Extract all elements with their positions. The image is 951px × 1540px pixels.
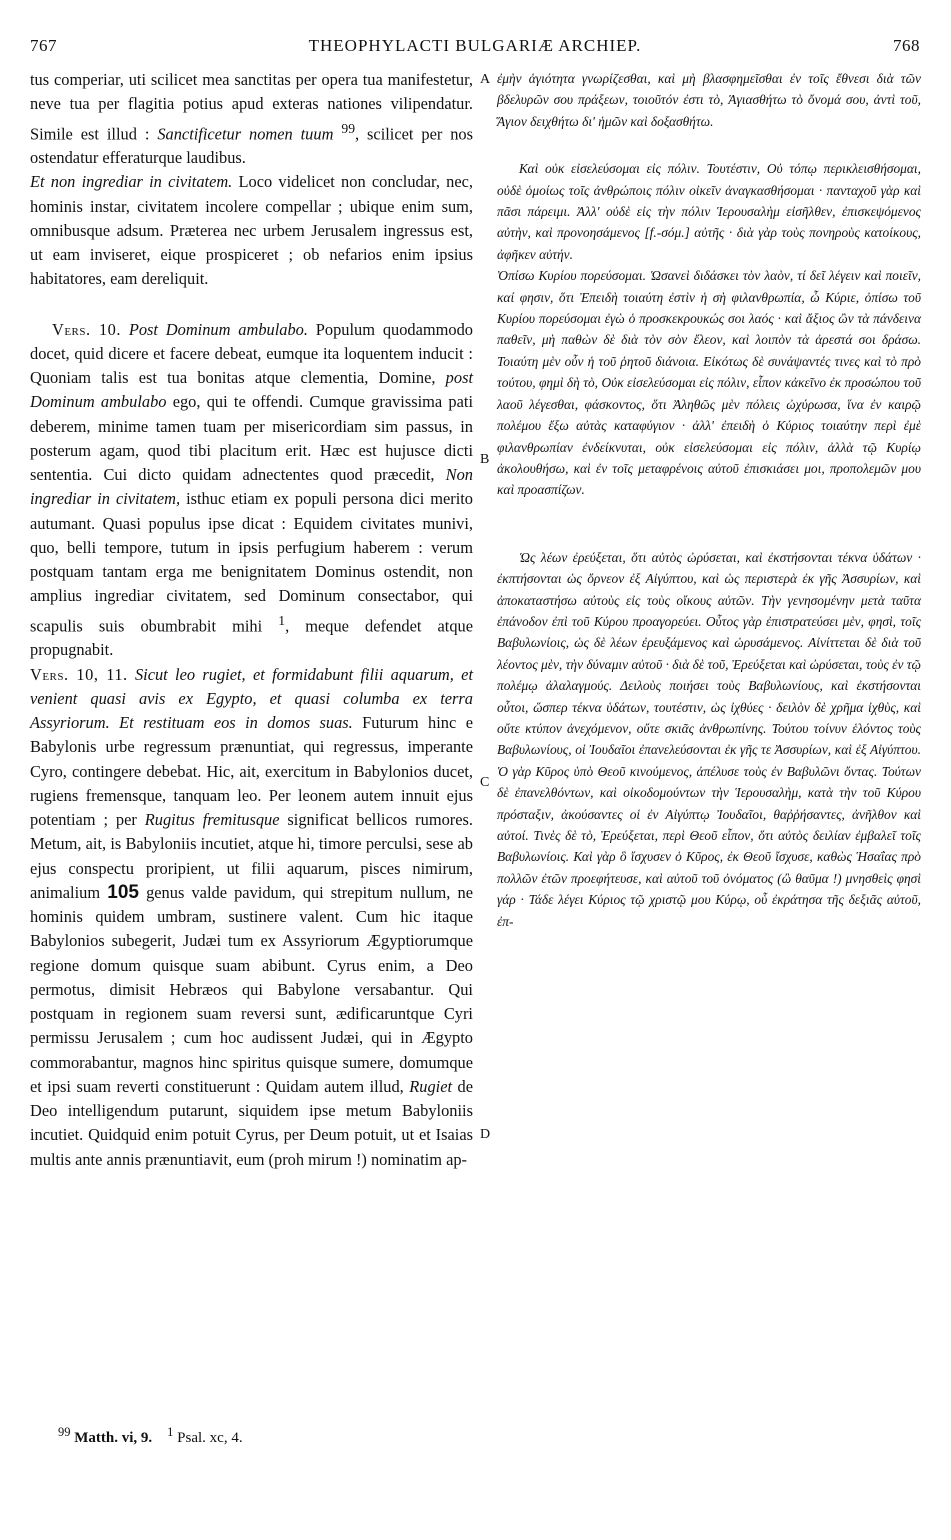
latin-paragraph-1: tus comperiar, uti scilicet mea sanctitas per opera tua manifestetur, neve tua per flagitia potius apud exteras nationes vilipendatur. Simile est illud : Sanctificetur nomen tuum $^{99}$, scilicet per nos ostendatur efferaturque laudibus. bbox=[30, 70, 473, 168]
greek-paragraph-2: Καὶ οὐκ εἰσελεύσομαι εἰς πόλιν. Τουτέστιν, Οὐ τόπῳ περικλεισθήσομαι, οὐδὲ ὁμοίως τοῖς ἀνθρώποις πόλιν οἰκεῖν ἀναγκασθήσομαι · πανταχοῦ γὰρ καὶ πᾶσι πάρειμι. Ἀλλ' οὐδὲ εἰς τὴν πόλιν Ἱερουσαλὴμ εἰσῆλθεν, ἐπισκεψόμενος αὐτὴν, καὶ προνοησάμενος [f.-σόμ.] αὐτῆς · διὰ γὰρ τοὺς πονηροὺς κατοίκους, ἀφῆκεν αὐτήν. bbox=[497, 161, 921, 262]
footnote-ref-1: 1 bbox=[278, 612, 286, 628]
margin-letter-c: C bbox=[480, 775, 490, 790]
latin-paragraph-2: Et non ingrediar in civitatem. Loco videlicet non concludar, nec, hominis instar, civitatem incolere compellar ; ubique enim sum, omnibusque adsum. Præterea nec urbem Jerusalem ingressus est, ut eam inviseret, eique prospiceret ; ob nefarios enim ipsius habitatores, eam dereliquit. bbox=[30, 172, 473, 289]
latin-paragraph-4: Vers. 10, 11. Sicut leo rugiet, et formidabunt filii aquarum, et venient quasi avis ex Egypto, et quasi columba ex terra Assyriorum. Et restituam eos in domos suas. Futurum hinc e Babylonis urbe regressum prænuntiat, qui regressus, imperante Cyro, contingere debebat. Hic, ait, exercitum in Babylonios ducet, rugiens fremensque, tanquam leo. Per leonem autem innuit ejus potentiam ; per Rugitus fremitusque significat bellicos rumores. Metum, ait, is Babyloniis incutiet, atque hi, timore perculsi, sese ab ejus conspectu proripient, ut filii aquarum, pisces nimirum, animalium 105 genus valde pavidum, qui strepitum nullum, ne hominis quidem umbram, sustinere valent. Cum hic itaque Babylonios subegerit, Judæi tum ex Assyriorum Ægyptiorumque regione domum quisque suam abibunt. Cyrus enim, a Deo permotus, dimisit Hebræos qui Babylone versabantur. Qui postquam in regionem suam reversi sunt, ædificaruntque Cyri permissu Jerusalem ; cum hoc audissent Judæi, qui in Ægypto commorabantur, magnos hinc spiritus quisque sumere, domumque et ipsi suam reverti constituerunt : Quidam autem illud, Rugiet de Deo intelligendum putarunt, siquidem ipse metum Babyloniis incutiet. Quidquid enim potuit Cyrus, per Deum potuit, ut et Isaias multis ante annis prænuntiavit, eum (proh mirum !) nominatim ap- bbox=[30, 664, 474, 1169]
greek-paragraph-3: Ὀπίσω Κυρίου πορεύσομαι. Ὡσανεὶ διδάσκει τὸν λαὸν, τί δεῖ λέγειν καὶ ποιεῖν, καί φησιν, ὅτι Ἐπειδὴ τοιαύτη ἐστὶν ἡ σὴ φιλανθρωπία, ὦ Κύριε, ὀπίσω τοῦ Κυρίου πορεύσομαι ἐγὼ ὁ προσκεκρουκώς σοι λαός · καὶ ἄξιος ὢν τὰ πάνδεινα παθεῖν, μὴ παθὼν δὲ διὰ τὸν σὸν ἔλεον, καὶ λοιπὸν τὰ ἀρεστά σοι δράσω. Τοιαύτη μὲν οὖν ἡ τοῦ ῥητοῦ διάνοια. Εἰκότως δὲ συνάψαντές τινες καὶ τὸ πρὸ τούτου, φημὶ δὴ τὸ, Οὐκ εἰσελεύσομαι εἰς πόλιν, εἶπον κἀκεῖνο ἐκ προσώπου τοῦ λαοῦ λέγεσθαι, φάσκοντος, ὅτι Ἀληθῶς μὲν πόλεις ὠχύρωσα, ἵνα ἐν καιρῷ πολέμου ἔξω αὐτὰς καταφύγιον · ἀλλ' ἐπειδὴ ὁ Κύριος τοιαύτην περὶ ἐμὲ φιλανθρωπίαν ἐνδείκνυται, οὐκ εἰσελεύσομαι εἰς πόλιν, ἀλλὰ τῷ Κυρίῳ ἀκολουθήσω, καὶ ἐν τοῖς μεταφρένοις αὐτοῦ ἐπισκιάσει μοι, προπολεμῶν μου καὶ προασπίζων. bbox=[497, 268, 921, 498]
latin-paragraph-3: Vers. 10. Post Dominum ambulabo. Populum quodammodo docet, quid dicere et facere debeat, eumque ita loquentem inducit : Quoniam talis est tua bonitas atque clementia, Domine, post Dominum ambulabo ego, qui te offendi. Cumque gravissima pati deberem, minime tamen tuam per misericordiam sim passus, in posterum agam, quod tibi placitum erit. Hæc est hujusce dicti sententia. Cui dicto quidam adnectentes quod præcedit, Non ingrediar in civitatem, isthuc etiam ex populi persona dici merito autumant. Quasi populus ipse dicat : Equidem civitates munivi, quo, belli tempore, tutum in ipsis perfugium haberem : verum postquam tantam erga me benignitatem Dominus ostendit, non amplius ingrediar civitatem, sed Dominum consectabor, qui scapulis suis obumbrabit mihi $^1$, meque defendet atque propugnabit. bbox=[30, 319, 473, 660]
page-number-left: 767 bbox=[30, 36, 57, 55]
margin-letter-d: D bbox=[480, 1127, 491, 1142]
footnote-1: Psal. xc, 4. bbox=[173, 1430, 243, 1446]
footnote-ref-99: 99 bbox=[341, 120, 356, 136]
footnotes: $^{99}$ Matth. vi, 9. $^1$ Psal. xc, 4. bbox=[58, 1425, 243, 1446]
running-header bbox=[30, 36, 920, 58]
footnote-99: Matth. vi, 9. bbox=[70, 1430, 153, 1446]
margin-letter-a: A bbox=[480, 72, 491, 87]
page-number-right: 768 bbox=[893, 36, 920, 55]
greek-paragraph-4: Ὡς λέων ἐρεύξεται, ὅτι αὐτὸς ὠρύσεται, καὶ ἐκστήσονται τέκνα ὑδάτων · ἐκπτήσονται ὡς ὄρνεον ἐξ Αἰγύπτου, καὶ ὡς περιστερὰ ἐκ γῆς Ἀσσυρίων, καὶ ἀποκαταστήσω αὐτοὺς εἰς τοὺς οἴκους αὐτῶν. Τὴν γενησομένην μετὰ ταῦτα ἐπάνοδον ἐπὶ τοῦ Κύρου προαγορεύει. Οὗτος γὰρ ἐπιστρατεύσει μὲν, φησὶ, τοῖς Βαβυλωνίοις, ὡς δὲ λέων ἐρευξάμενος καὶ ὠρυσάμενος. Αἰνίττεται δὲ διὰ τοῦ λέοντος μὲν, τὴν δύναμιν αὐτοῦ · διὰ δὲ τοῦ, Ἐρεύξεται καὶ ὠρύσεται, τοὺς ἐν τῷ πολέμῳ ἀλαλαγμούς. Δειλοὺς ποιήσει τοὺς Βαβυλωνίους, καὶ ἐκστήσονται οὗτοι, ὥσπερ τέκνα ὑδάτων, τουτέστιν, ὡς ἰχθύες · δειλὸν δὲ χρῆμα ἰχθὺς, καὶ οὔτε κτύπον ἀνεχόμενον, οὔτε σκιᾶς ἀνθρωπίνης. Τούτου τοίνυν ἑλόντος τοὺς Βαβυλωνίους, οἱ Ἰουδαῖοι ἐπανελεύσονται ἐκ γῆς τε Ἀσσυρίων, καὶ ἐξ Αἰγύπτου. Ὁ γὰρ Κῦρος ὑπὸ Θεοῦ κινούμενος, ἀπέλυσε τοὺς ἐν Βαβυλῶνι ὄντας. Τούτων δὲ ἐπανελθόντων, καὶ οἰκοδομούντων τὴν Ἱερουσαλὴμ, κατὰ τὴν τοῦ Κύρου πρόσταξιν, ἀκούσαντες οἱ ἐν Αἰγύπτῳ Ἰουδαῖοι, θαῤῥήσαντες, ἀνῆλθον καὶ αὐτοί. Τινὲς δὲ τὸ, Ἐρεύξεται, περὶ Θεοῦ εἶπον, ὅτι αὐτὸς δειλίαν ἐμβαλεῖ τοῖς Βαβυλωνίοις. Καὶ γὰρ ὃ ἴσχυσεν ὁ Κῦρος, ἐκ Θεοῦ ἴσχυσε, καθὼς Ἡσαΐας πρὸ πολλῶν ἐτῶν προεφήτευσε, καὶ αὐτοῦ τοῦ ὀνόματος (ὢ θαῦμα !) μνησθεὶς φησὶ γάρ · Τάδε λέγει Κύριος τῷ χριστῷ μου Κύρῳ, οὗ ἐκράτησα τῆς δεξιᾶς αὐτοῦ, ἐπ- bbox=[497, 549, 921, 929]
greek-column bbox=[497, 68, 921, 932]
running-title: THEOPHYLACTI BULGARIÆ ARCHIEP. bbox=[308, 36, 642, 55]
folio-number: 105 bbox=[107, 881, 139, 903]
latin-column bbox=[30, 68, 473, 1172]
margin-letter-b: B bbox=[480, 452, 490, 467]
greek-paragraph-1: ἐμὴν ἁγιότητα γνωρίζεσθαι, καὶ μὴ βλασφημεῖσθαι ἐν τοῖς ἔθνεσι διὰ τῶν βδελυρῶν σου πράξεων, τοιοῦτόν ἐστι τὸ, Ἁγιασθήτω τὸ ὄνομά σου, ἀντὶ τοῦ, Ἅγιον δειχθήτω δι' ἡμῶν καὶ δοξασθήτω. bbox=[497, 71, 921, 129]
